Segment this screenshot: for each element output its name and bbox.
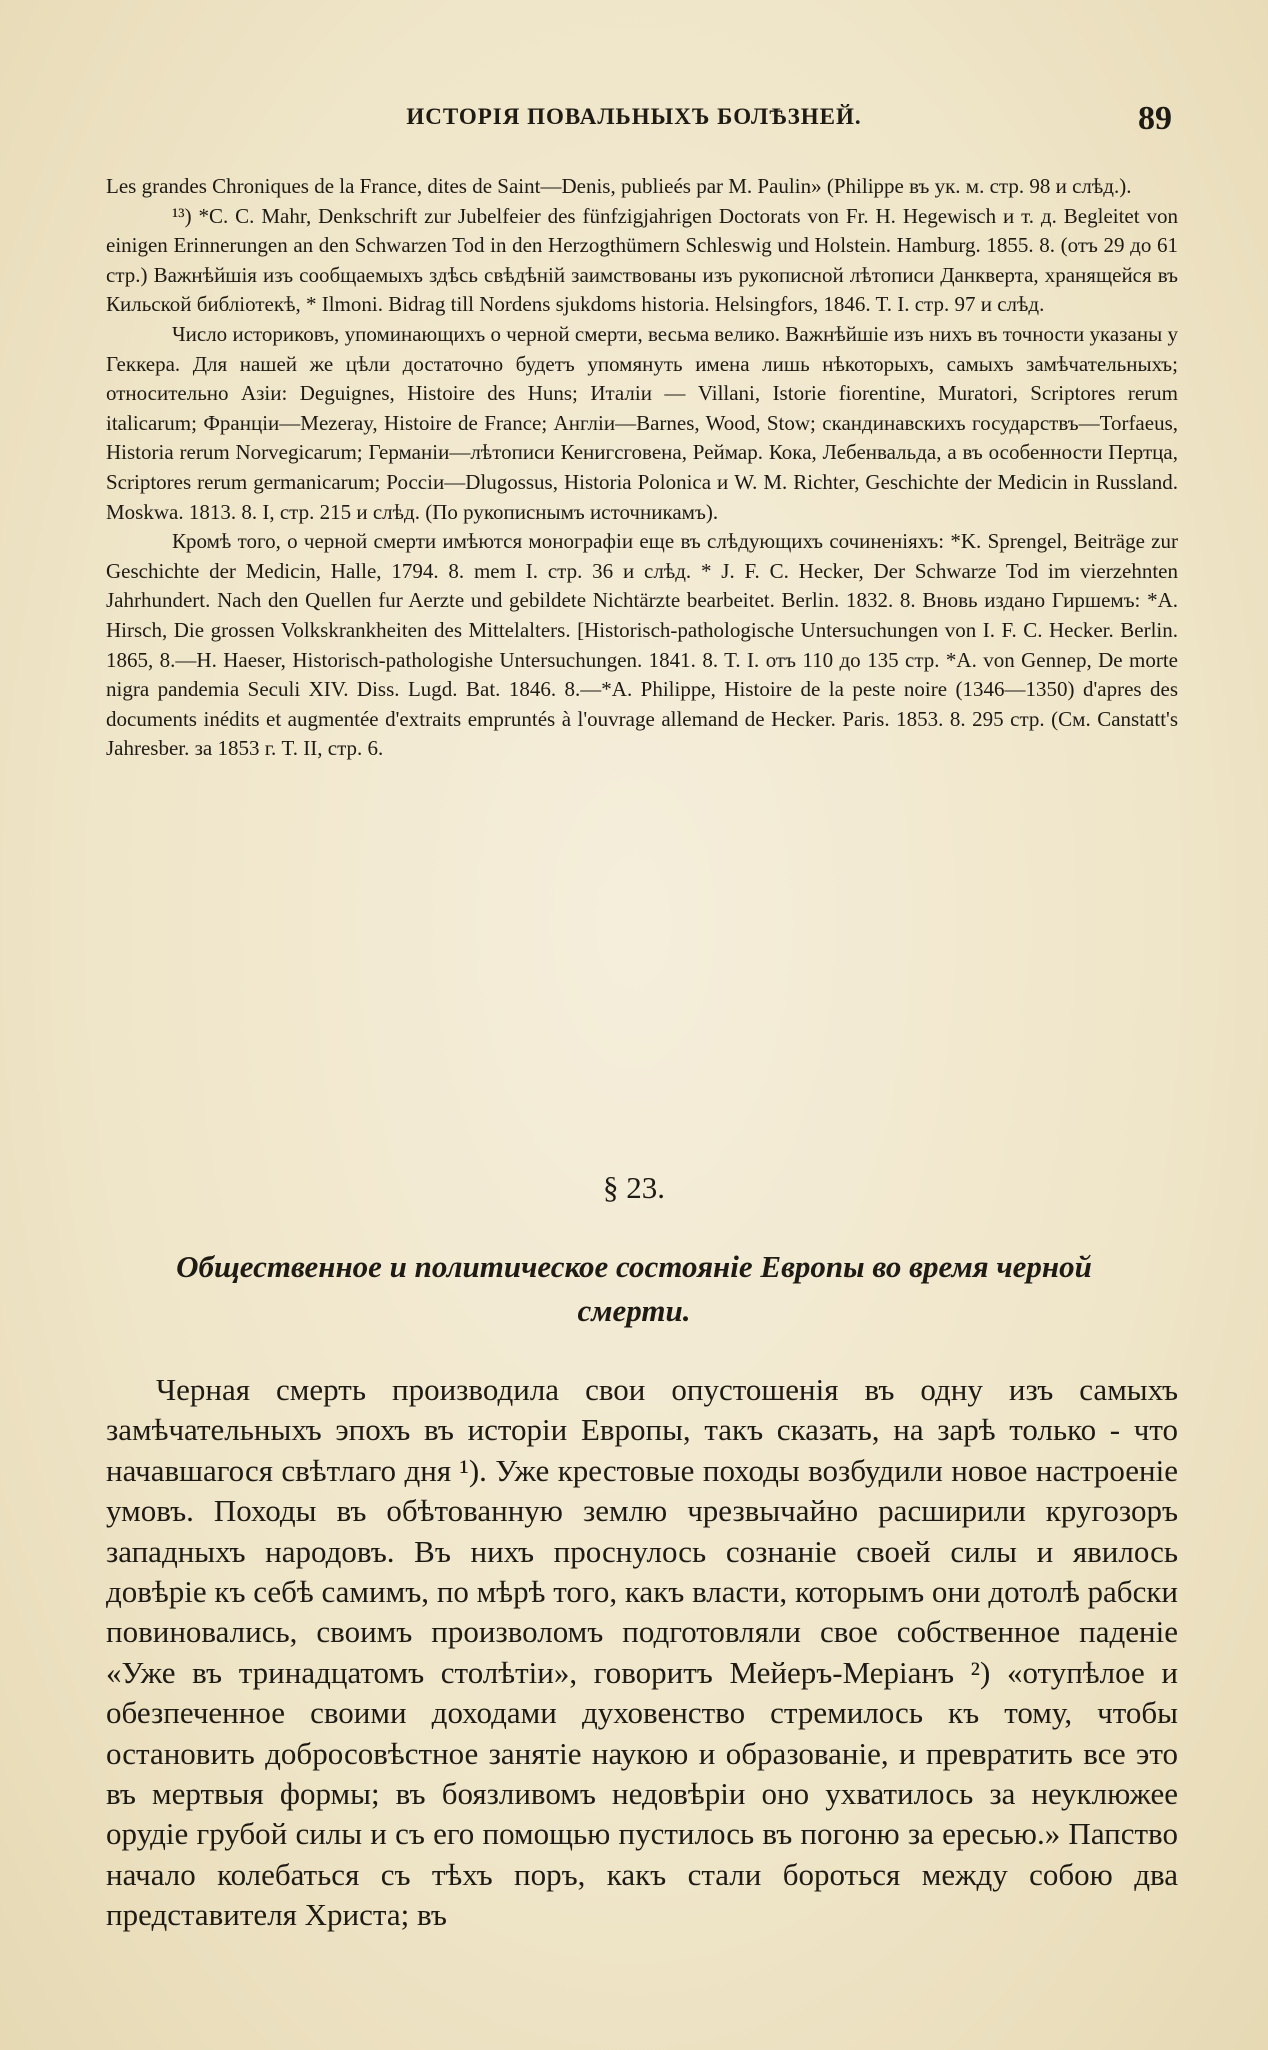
footnote-paragraph: Кромѣ того, о черной смерти имѣются монографіи еще въ слѣдующихъ сочиненіяхъ: *K. Sprengel, Beiträge zur Geschichte der Medicin, Halle, 1794. 8. mem I. стр. 36 и слѣд. * J. F. C. Hecker, Der Schwarze Tod im vierzehnten Jahrhundert. Nach den Quellen fur Aerzte und gebildete Nichtärzte bearbeitet. Berlin. 1832. 8. Вновь издано Гиршемъ: *A. Hirsch, Die grossen Volkskrankheiten des Mittelalters. [Historisch-pathologische Untersuchungen von I. F. C. Hecker. Berlin. 1865, 8.—H. Haeser, Historisch-pathologishe Untersuchungen. 1841. 8. T. I. отъ 110 до 135 стр. *A. von Gennep, De morte nigra pandemia Seculi XIV. Diss. Lugd. Bat. 1846. 8.—*A. Philippe, Histoire de la peste noire (1346—1350) d'apres des documents inédits et augmentée d'extraits empruntés à l'ouvrage allemand de Hecker. Paris. 1853. 8. 295 стр. (См. Canstatt's Jahresber. за 1853 г. T. II, стр. 6. [106, 529, 1178, 761]
footnote-paragraph: Число историковъ, упоминающихъ о черной смерти, весьма велико. Важнѣйшіе изъ нихъ въ точности указаны у Геккера. Для нашей же цѣли достаточно будетъ упомянуть имена лишь нѣкоторыхъ, самыхъ замѣчательныхъ; относительно Азіи: Deguignes, Histoire des Huns; Италіи — Villani, Istorie fiorentine, Muratori, Scriptores rerum italicarum; Франціи—Mezeray, Histoire de France; Англіи—Barnes, Wood, Stow; скандинавскихъ государствъ—Torfaeus, Historia rerum Norvegicarum; Германіи—лѣтописи Кенигсговена, Реймар. Кока, Лебенвальда, а въ особенности Пертца, Scriptores rerum germanicarum; Россіи—Dlugossus, Historia Polonica и W. M. Richter, Geschichte der Medicin in Russland. Moskwa. 1813. 8. I, стр. 215 и слѣд. (По рукописнымъ источникамъ). [106, 321, 1178, 524]
section-number: § 23. [603, 1170, 665, 1205]
section-title: Общественное и политическое состояніе Европы во время черной смерти. [176, 1249, 1092, 1328]
footnotes-block [106, 172, 1178, 764]
page-header [0, 100, 1268, 140]
page-number: 89 [1138, 100, 1172, 137]
footnote-paragraph: ¹³) *C. C. Mahr, Denkschrift zur Jubelfeier des fünfzigjahrigen Doctorats von Fr. H. Hegewisch и т. д. Begleitet von einigen Erinnerungen an den Schwarzen Tod in den Herzogthümern Schleswig und Holstein. Hamburg. 1855. 8. (отъ 29 до 61 стр.) Важнѣйшія изъ сообщаемыхъ здѣсь свѣдѣній заимствованы изъ рукописной лѣтописи Данкверта, хранящейся въ Кильской библіотекѣ, * Ilmoni. Bidrag till Nordens sjukdoms historia. Helsingfors, 1846. T. I. стр. 97 и слѣд. [106, 203, 1178, 317]
main-text [106, 1370, 1178, 1936]
body-paragraph: Черная смерть производила свои опустошенія въ одну изъ самыхъ замѣчательныхъ эпохъ въ исторіи Европы, такъ сказать, на зарѣ только - что начавшагося свѣтлаго дня ¹). Уже крестовые походы возбудили новое настроеніе умовъ. Походы въ обѣтованную землю чрезвычайно расширили кругозоръ западныхъ народовъ. Въ нихъ проснулось сознаніе своей силы и явилось довѣріе къ себѣ самимъ, по мѣрѣ того, какъ власти, которымъ они дотолѣ рабски повиновались, своимъ произволомъ подготовляли свое собственное паденіе «Уже въ тринадцатомъ столѣтіи», говоритъ Мейеръ-Меріанъ ²) «отупѣлое и обезпеченное своими доходами духовенство стремилось къ тому, чтобы остановить добросовѣстное занятіе наукою и образованіе, и превратить все это въ мертвыя формы; въ боязливомъ недовѣріи оно ухватилось за неуклюжее орудіе грубой силы и съ его помощью пустилось въ погоню за ересью.» Папство начало колебаться съ тѣхъ поръ, какъ стали бороться между собою два представителя Христа; въ [106, 1372, 1178, 1933]
footnote-paragraph: Les grandes Chroniques de la France, dites de Saint—Denis, publieés par M. Paulin» (Philippe въ ук. м. стр. 98 и слѣд.). [106, 174, 1132, 198]
running-title: ИСТОРІЯ ПОВАЛЬНЫХЪ БОЛѢЗНЕЙ. [406, 104, 862, 129]
